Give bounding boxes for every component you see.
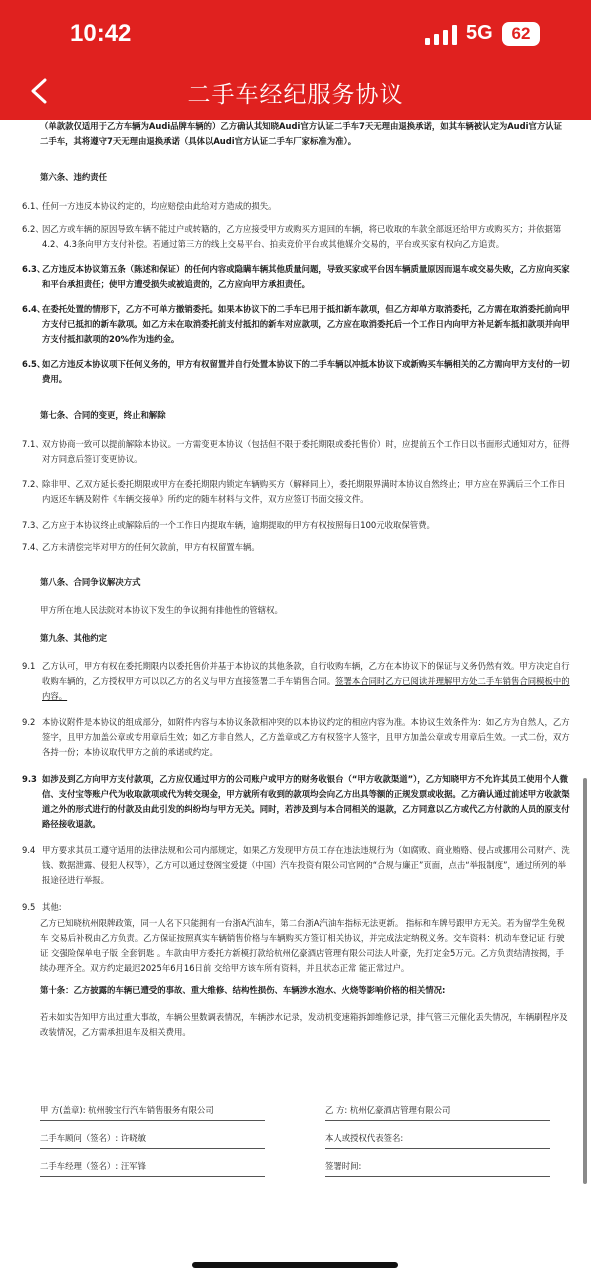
clause-text: 本协议附件是本协议的组成部分，如附件内容与本协议条款相冲突的以本协议约定的相应内容为准。本协议生效条件为：如乙方为自然人，乙方签字，且甲方加盖公章或专用章后生效；如乙方非自然人，乙方盖章或乙方有权签字人签字，且甲方加盖公章或专用章后生效。一式二份，双方各持一份；本协议取代甲方之前的承诺或约定。 xyxy=(42,717,570,757)
representative-text: 本人或授权代表签名: xyxy=(325,1133,404,1143)
clause-text: 乙方未清偿完毕对甲方的任何欠款前，甲方有权留置车辆。 xyxy=(42,542,260,552)
nav-bar xyxy=(0,62,591,120)
clause-text: 如涉及到乙方向甲方支付款项，乙方应仅通过甲方的公司账户或甲方的财务收银台（“甲方收款渠道”），乙方知晓甲方不允许其员工使用个人微信、支付宝等账户代为收取款项或代为转交现金，甲方就所有收到的款项均会向乙方出具等额的正规发票或收据。乙方确认通过前述甲方收款渠道之外的形式进行的付款及由此引发的纠纷均与甲方无关。同时，若涉及到与本合同相关的退款，乙方同意以乙方或代乙方付款的人员的原支付路径接收退款。 xyxy=(42,774,570,829)
section-10-text: 若未如实告知甲方出过重大事故，车辆公里数调表情况，车辆涉水记录，发动机变速箱拆卸维修记录，排气管三元催化丢失情况，车辆刷程序及改装情况，乙方需承担退车及相关费用。 xyxy=(40,1012,568,1037)
clause-number: 9.2 xyxy=(22,717,36,727)
section-8-text: 甲方所在地人民法院对本协议下发生的争议拥有排他性的管辖权。 xyxy=(40,605,283,615)
battery-icon: 62 xyxy=(502,22,540,46)
signature-party-a xyxy=(40,1103,265,1118)
clause-number: 9.1 xyxy=(22,661,36,671)
section-6-heading: 第六条、违约责任 xyxy=(40,172,107,182)
clause-number: 7.4、 xyxy=(22,542,44,552)
clause-text xyxy=(42,659,572,704)
clause-text: 任何一方违反本协议约定的，均应赔偿由此给对方造成的损失。 xyxy=(42,201,277,211)
signature-party-b xyxy=(325,1103,550,1118)
signature-consultant xyxy=(40,1131,265,1146)
clause-number: 9.5 xyxy=(22,902,36,912)
clause-text: 因乙方或车辆的原因导致车辆不能过户或转籍的，乙方应接受甲方或购买方退回的车辆，将已收取的车款全部返还给甲方或购买方；并依据第4.2、4.3条向甲方支付补偿。若通过第三方的线上交易平台、拍卖竞价平台或其他媒介交易的，平台或买家有权向乙方追责。 xyxy=(42,224,562,249)
clause-number: 6.2、 xyxy=(22,224,44,234)
section-8-heading: 第八条、合同争议解决方式 xyxy=(40,577,141,587)
clipped-clause-text: （单款款仅适用于乙方车辆为Audi品牌车辆的）乙方确认其知晓Audi官方认证二手车7天无理由退换承诺，如其车辆被认定为Audi官方认证二手车，其将遵守7天无理由退换承诺（具体以Audi官方认证二手车厂家标准为准）。 xyxy=(40,121,563,146)
home-indicator[interactable] xyxy=(192,1262,398,1268)
clause-text: 在委托处置的情形下，乙方不可单方撤销委托。如果本协议下的二手车已用于抵扣新车款项，但乙方却单方取消委托，乙方需在取消委托前向甲方支付已抵扣的新车款项。如乙方未在取消委托前支付抵扣的新车对应款项，乙方应在取消委托后一个工作日内向甲方补足新车抵扣款项并向甲方支付抵扣款项的20%作为违约金。 xyxy=(42,304,570,344)
cellular-signal-icon xyxy=(425,25,459,45)
clause-number: 9.3 xyxy=(22,774,37,784)
clause-9-5-text: 乙方已知晓杭州限牌政策，同一人名下只能拥有一台浙A汽油车，第二台浙A汽油车指标无法更新。 指标和车牌号跟甲方无关。若为留学生免税车 交易后补税由乙方负责。乙方保证按照真实车辆销售价格与车辆购买方签订相关协议，并完成法定纳税义务。交车资料：机动车登记证 行驶证 交强险保单电子版 全套钥匙 。车款由甲方委托方新模打款给杭州亿豪酒店管理有限公司法人叶豪，先打定金5万元。乙方负责结清按揭，手续办理齐全。双方约定最迟2025年6月16日前 交给甲方该车所有资料，并且状态正常 能正常过户。 xyxy=(40,918,565,973)
clause-text: 乙方违反本协议第五条（陈述和保证）的任何内容或隐瞒车辆其他质量问题，导致买家或平台因车辆质量原因而退车或交易失败，乙方应向买家和平台承担责任；使甲方遭受损失或被追责的，乙方应向甲方承担责任。 xyxy=(42,264,570,289)
consultant-text: 二手车顾问（签名）: 许晓敏 xyxy=(40,1133,146,1143)
clause-number: 9.4 xyxy=(22,845,36,855)
clause-number: 7.2、 xyxy=(22,479,44,489)
agreement-document[interactable] xyxy=(0,120,591,1280)
party-a-text: 甲 方(盖章): 杭州骏宝行汽车销售服务有限公司 xyxy=(40,1105,214,1115)
clause-number: 6.5、 xyxy=(22,359,46,369)
clause-label: 其他: xyxy=(42,902,62,912)
signature-representative xyxy=(325,1131,550,1146)
clause-9-1-text: 乙方认可，甲方有权在委托期限内以委托售价并基于本协议的其他条款，自行收购车辆，乙方在本协议下的保证与义务仍然有效。甲方决定自行收购车辆的，乙方授权甲方可以以乙方的名义与甲方直接签署二手车销售合同。 xyxy=(42,661,570,686)
clause-text: 如乙方违反本协议项下任何义务的，甲方有权留置并自行处置本协议下的二手车辆以冲抵本协议下或新购买车辆相关的乙方需向甲方支付的一切费用。 xyxy=(42,359,570,384)
signature-manager xyxy=(40,1159,265,1174)
clause-9-1-underlined: 签署本合同时乙方已阅读并理解甲方处二手车销售合同模板中的内容。 xyxy=(42,676,570,701)
clause-number: 7.3、 xyxy=(22,520,44,530)
party-b-text: 乙 方: 杭州亿豪酒店管理有限公司 xyxy=(325,1105,451,1115)
signature-date xyxy=(325,1159,550,1174)
sign-date-text: 签署时间: xyxy=(325,1161,362,1171)
clause-text: 双方协商一致可以提前解除本协议。一方需变更本协议（包括但不限于委托期限或委托售价）时，应提前五个工作日以书面形式通知对方，征得对方同意后签订变更协议。 xyxy=(42,439,570,464)
section-7-heading: 第七条、合同的变更，终止和解除 xyxy=(40,410,166,420)
clause-text: 乙方应于本协议终止或解除后的一个工作日内提取车辆，逾期提取的甲方有权按照每日100元收取保管费。 xyxy=(42,520,435,530)
section-10-heading: 第十条：乙方披露的车辆已遭受的事故、重大维修、结构性损伤、车辆涉水泡水、火烧等影响价格的相关情况: xyxy=(40,985,446,995)
clause-text: 甲方要求其员工遵守适用的法律法规和公司内部规定，如果乙方发现甲方员工存在违法违规行为（如腐败、商业贿赂、侵占或挪用公司财产、洗钱、数据泄露、侵犯人权等），乙方可以通过登阁宝爱捷（中国）汽车投资有限公司官网的“合规与廉正”页面，点击“举报制度”，通过所列的举报途径进行举报。 xyxy=(42,845,570,885)
clause-text: 除非甲、乙双方延长委托期限或甲方在委托期限内锁定车辆购买方（解释同上），委托期限界满时本协议自然终止；甲方应在界满后三个工作日内返还车辆及附件《车辆交接单》所约定的随车材料与文件，双方应签订书面交接文件。 xyxy=(42,479,566,504)
clause-number: 6.3、 xyxy=(22,264,46,274)
clause-number: 6.4、 xyxy=(22,304,46,314)
clause-number: 6.1、 xyxy=(22,201,44,211)
clause-number: 7.1、 xyxy=(22,439,44,449)
status-time: 10:42 xyxy=(70,20,132,47)
network-type: 5G xyxy=(466,22,493,44)
manager-text: 二手车经理（签名）: 汪军锋 xyxy=(40,1161,146,1171)
page-title: 二手车经纪服务协议 xyxy=(187,82,404,108)
section-9-heading: 第九条、其他约定 xyxy=(40,633,107,643)
scrollbar[interactable] xyxy=(583,778,587,1184)
status-bar xyxy=(0,0,591,62)
